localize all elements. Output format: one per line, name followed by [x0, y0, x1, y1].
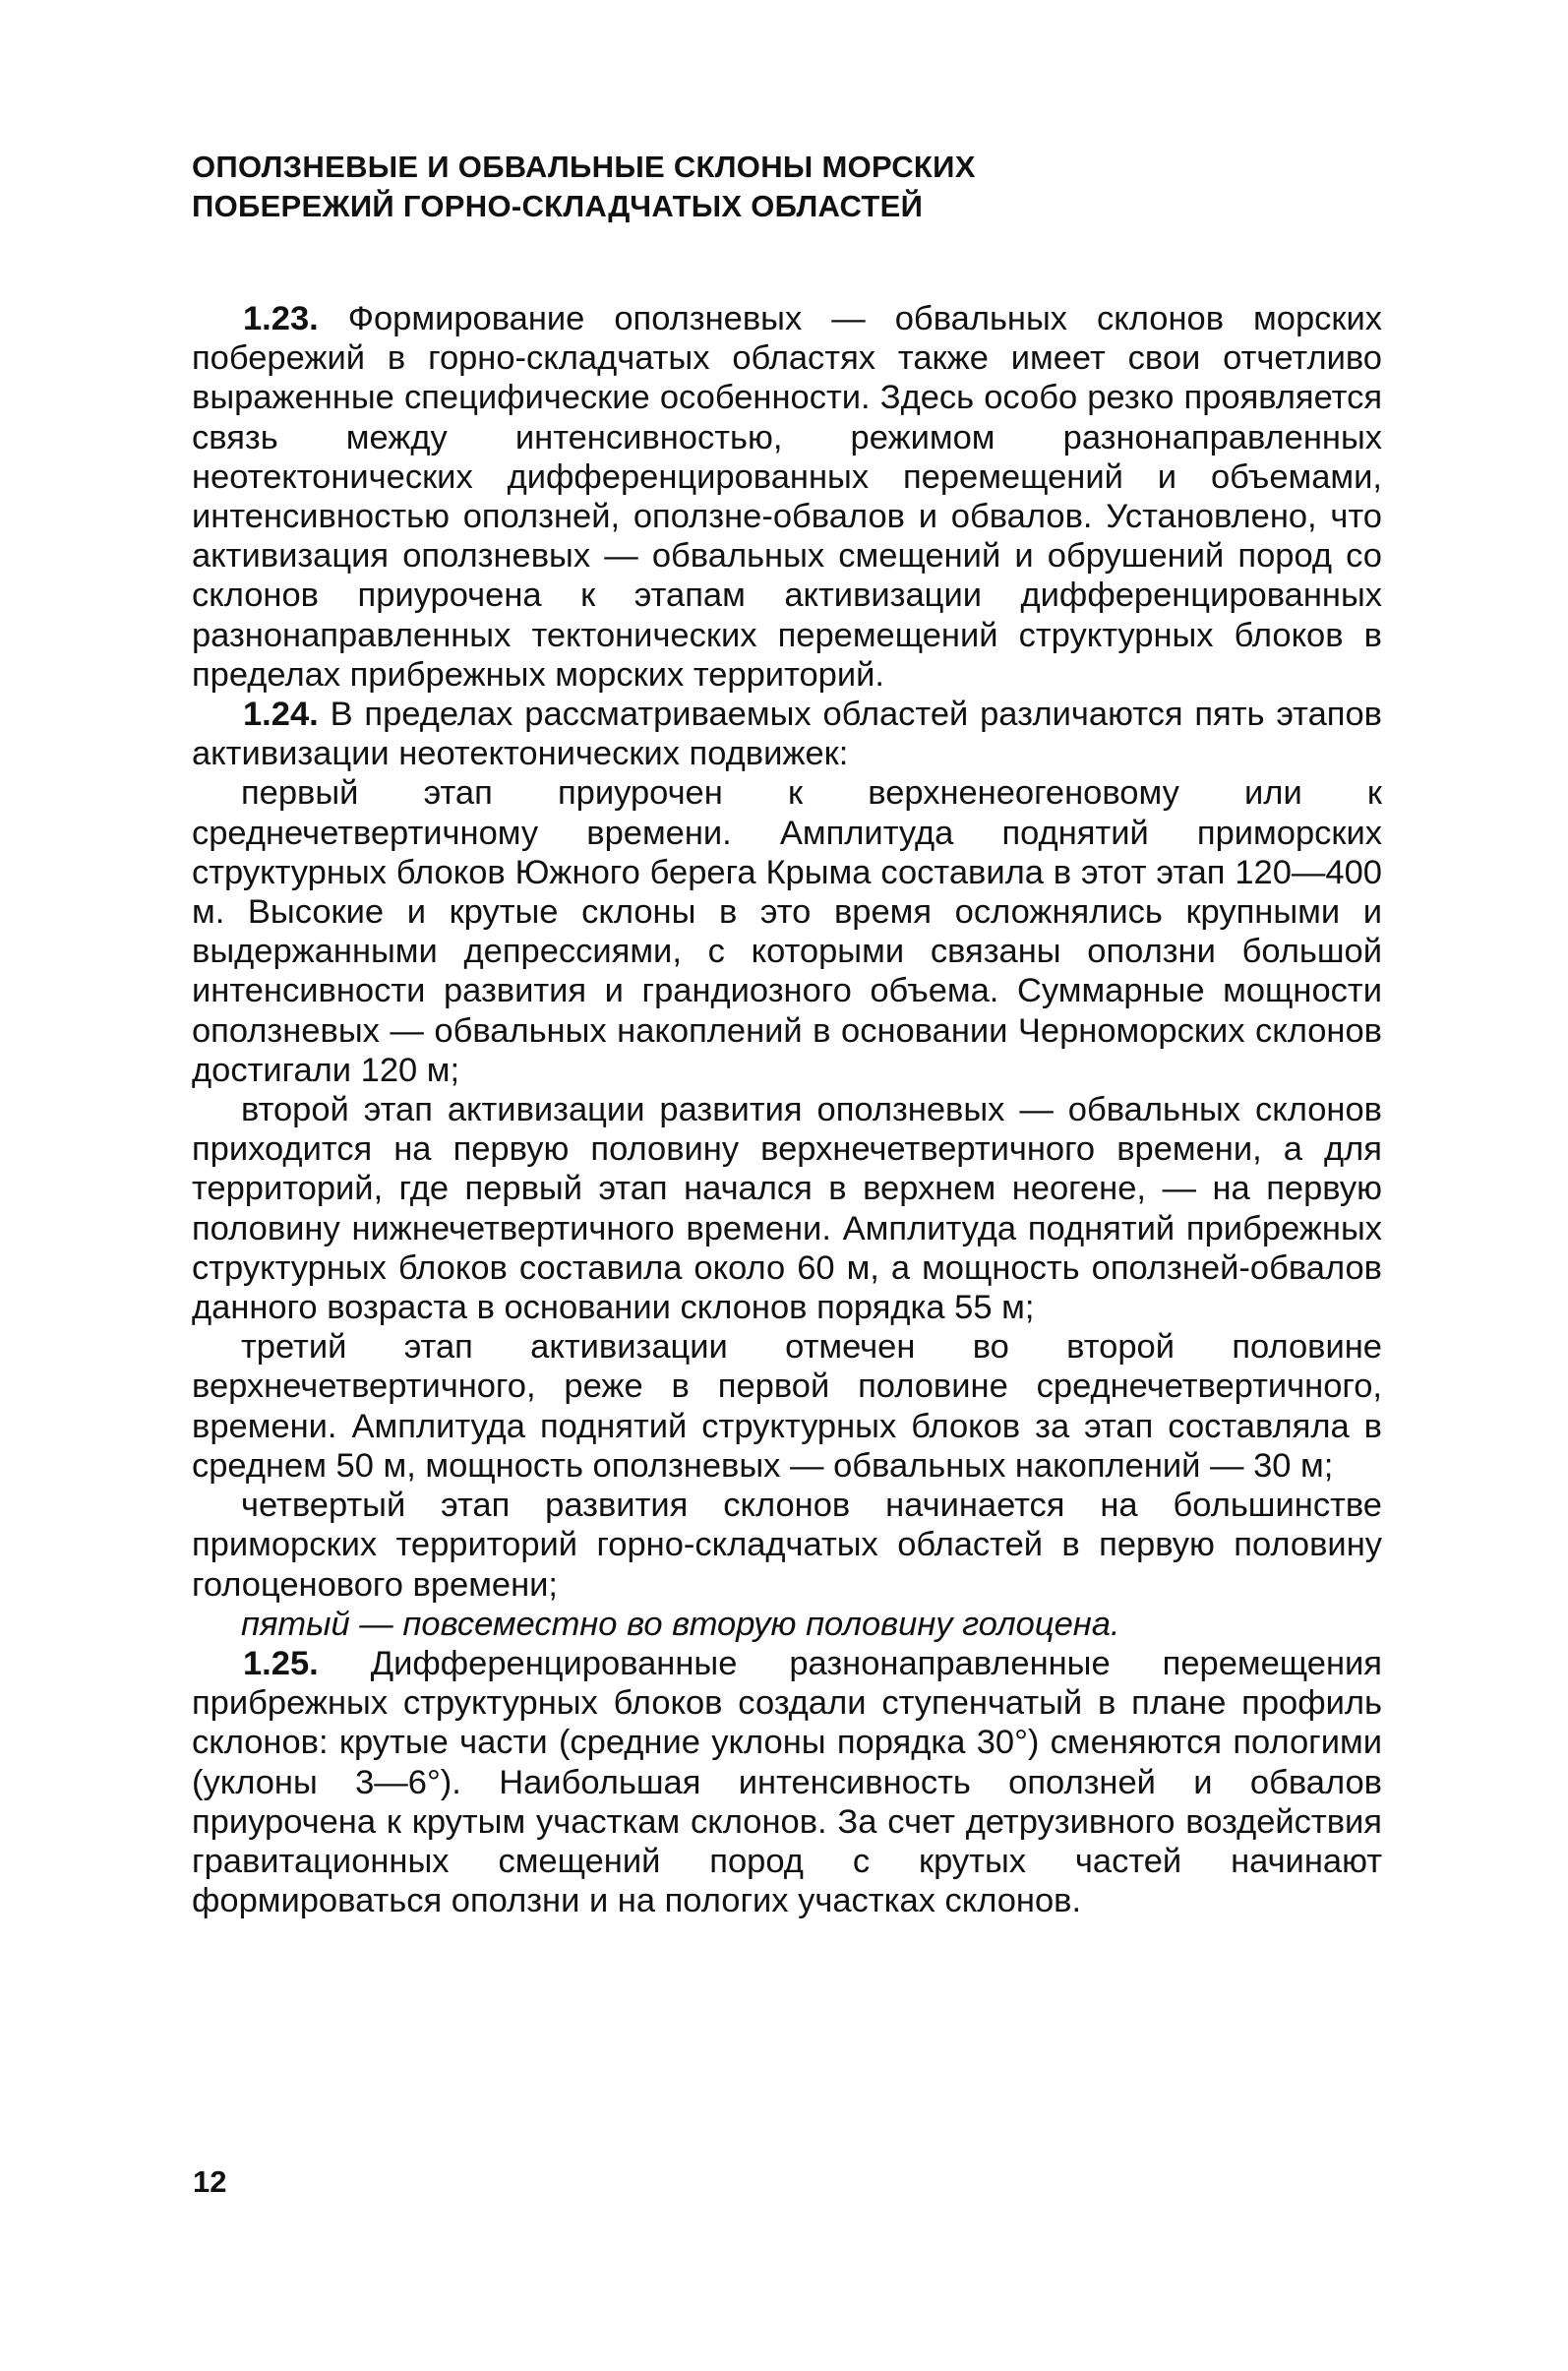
- page-content: [192, 148, 1382, 1920]
- paragraph-1-23: [192, 299, 1382, 695]
- stage-4-paragraph: четвертый этап развития склонов начинается на большинстве приморских территорий горно-складчатых областей в первую половину голоценового времени;: [192, 1487, 1382, 1604]
- stage-1-paragraph: первый этап приурочен к верхненеогеновому или к среднечетвертичному времени. Амплитуда поднятий приморских структурных блоков Южного берега Крыма составила в этот этап 120—400 м. Высокие и крутые склоны в это время осложнялись крупными и выдержанными депрессиями, с которыми связаны оползни большой интенсивности развития и грандиозного объема. Суммарные мощности оползневых — обвальных накоплений в основании Черноморских склонов достигали 120 м;: [192, 774, 1382, 1089]
- paragraph-number: 1.24.: [243, 696, 319, 734]
- stage-5-paragraph: пятый — повсеместно во вторую половину голоцена.: [241, 1605, 1120, 1643]
- body-text: [192, 299, 1382, 1920]
- page-number: 12: [193, 2164, 227, 2199]
- heading-line-2: ПОБЕРЕЖИЙ ГОРНО-СКЛАДЧАТЫХ ОБЛАСТЕЙ: [192, 189, 924, 223]
- stage-2-paragraph: второй этап активизации развития оползневых — обвальных склонов приходится на первую половину верхнечетвертичного времени, а для территорий, где первый этап начался в верхнем неогене, — на первую половину нижнечетвертичного времени. Амплитуда поднятий прибрежных структурных блоков составила около 60 м, а мощность оползней-обвалов данного возраста в основании склонов порядка 55 м;: [192, 1091, 1382, 1327]
- paragraph-text: Дифференцированные разнонаправленные перемещения прибрежных структурных блоков создали ступенчатый в плане профиль склонов: крутые части (средние уклоны порядка 30°) сменяются пологими (уклоны 3—6°). Наибольшая интенсивность оползней и обвалов приурочена к крутым участкам склонов. За счет детрузивного воздействия гравитационных смещений пород с крутых частей начинают формироваться оползни и на пологих участках склонов.: [192, 1644, 1382, 1920]
- paragraph-number: 1.25.: [243, 1644, 319, 1682]
- paragraph-text: Формирование оползневых — обвальных склонов морских побережий в горно-складчатых областях также имеет свои отчетливо выраженные специфические особенности. Здесь особо резко проявляется связь между интенсивностью, режимом разнонаправленных неотектонических дифференцированных перемещений и объемами, интенсивностью оползней, оползне-обвалов и обвалов. Установлено, что активизация оползневых — обвальных смещений и обрушений пород со склонов приурочена к этапам активизации дифференцированных разнонаправленных тектонических перемещений структурных блоков в пределах прибрежных морских территорий.: [192, 300, 1382, 694]
- paragraph-text: В пределах рассматриваемых областей различаются пять этапов активизации неотектонических подвижек:: [192, 696, 1382, 773]
- paragraph-1-24: [192, 695, 1382, 773]
- heading-line-1: ОПОЛЗНЕВЫЕ И ОБВАЛЬНЫЕ СКЛОНЫ МОРСКИХ: [192, 150, 976, 184]
- paragraph-number: 1.23.: [243, 300, 319, 337]
- paragraph-1-25: [192, 1644, 1382, 1920]
- section-heading: [192, 148, 1382, 226]
- stage-3-paragraph: третий этап активизации отмечен во второй половине верхнечетвертичного, реже в первой половине среднечетвертичного, времени. Амплитуда поднятий структурных блоков за этап составляла в среднем 50 м, мощность оползневых — обвальных накоплений — 30 м;: [192, 1328, 1382, 1485]
